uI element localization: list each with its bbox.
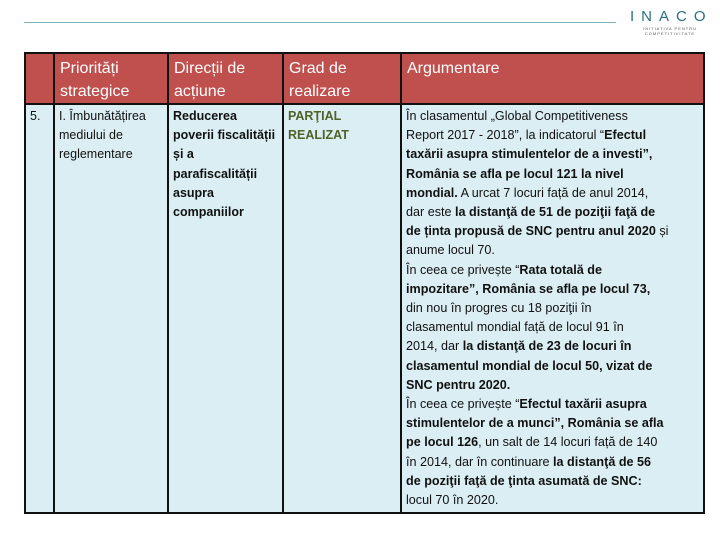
header-number	[25, 53, 54, 104]
inaco-logo	[630, 8, 713, 36]
header-priorities: Priorități strategice	[54, 53, 168, 104]
argument-line	[406, 453, 699, 472]
argument-text: 2014, dar	[406, 339, 463, 354]
argument-line	[406, 222, 699, 241]
argument-line	[406, 472, 699, 491]
argument-bold-text: stimulentelor de a munci”, România se afla	[406, 416, 664, 431]
argument-bold-text: de ținta propusă de SNC pentru anul 2020	[406, 224, 656, 239]
argument-bold-text: Rata totală de	[519, 262, 602, 277]
table-header-row	[25, 53, 704, 104]
argument-line	[406, 299, 699, 318]
header-status: Grad de realizare	[283, 53, 401, 104]
argument-bold-text: mondial.	[406, 185, 458, 200]
argument-line	[406, 145, 699, 164]
argument-line	[406, 357, 699, 376]
argument-line	[406, 318, 699, 337]
argument-bold-text: taxării asupra stimulentelor de a investi”,	[406, 147, 653, 162]
argument-line	[406, 165, 699, 184]
argument-bold-text: la distanţă de 51 de poziţii faţă de	[455, 205, 656, 220]
argument-cell	[401, 104, 704, 513]
table-row	[25, 104, 704, 513]
argument-text: A urcat 7 locuri față de anul 2014,	[457, 185, 649, 200]
argument-line	[406, 433, 699, 452]
argument-line	[406, 261, 699, 280]
argument-bold-text: pe locul 126	[406, 435, 479, 450]
argument-text: din nou în progres cu 18 poziţii în	[406, 301, 592, 316]
argument-line	[406, 395, 699, 414]
argument-line	[406, 376, 699, 395]
argument-bold-text: SNC pentru 2020.	[406, 377, 511, 392]
argument-bold-text: de poziţii faţă de ţinta asumată de SNC:	[406, 473, 642, 488]
argument-line	[406, 414, 699, 433]
argument-text: locul 70 în 2020.	[406, 493, 499, 508]
strategy-table	[24, 52, 705, 514]
argument-text: și	[655, 224, 669, 239]
header-divider	[24, 22, 616, 23]
logo-subtitle: INITIATIVA PENTRU COMPETITIVITATE	[643, 26, 697, 36]
direction-cell: Reducerea poverii fiscalității și a parafiscalității asupra companiilor	[168, 104, 283, 513]
argument-text: , un salt de 14 locuri față de 140	[478, 435, 658, 450]
row-number: 5.	[25, 104, 54, 513]
argument-line	[406, 126, 699, 145]
argument-text: Report 2017 - 2018”, la indicatorul “	[406, 128, 605, 143]
argument-bold-text: clasamentul mondial de locul 50, vizat de	[406, 358, 653, 373]
argument-line	[406, 280, 699, 299]
argument-bold-text: impozitare”, România se afla pe locul 73,	[406, 281, 651, 296]
argument-line	[406, 184, 699, 203]
argument-line	[406, 241, 699, 260]
priority-cell: I. Îmbunătățirea mediului de reglementare	[54, 104, 168, 513]
argument-text: clasamentul mondial față de locul 91 în	[406, 320, 624, 335]
argument-bold-text: Efectul taxării asupra	[519, 397, 647, 412]
argument-text: În clasamentul „Global Competitiveness	[406, 109, 628, 123]
header-directions: Direcții de acțiune	[168, 53, 283, 104]
argument-bold-text: la distanţă de 56	[553, 454, 652, 469]
argument-text: În ceea ce privește “	[406, 262, 520, 277]
argument-bold-text: România se afla pe locul 121 la nivel	[406, 166, 624, 181]
argument-text: dar este	[406, 205, 456, 220]
argument-text: În ceea ce privește “	[406, 397, 520, 412]
argument-text: în 2014, dar în continuare	[406, 454, 554, 469]
argument-line	[406, 337, 699, 356]
argument-bold-text: Efectul	[604, 128, 647, 143]
argument-line	[406, 203, 699, 222]
argument-line	[406, 491, 699, 510]
header-argument: Argumentare	[401, 53, 704, 104]
argument-line	[406, 107, 699, 126]
logo-text: INACO	[630, 8, 713, 25]
status-cell: PARŢIAL REALIZAT	[283, 104, 401, 513]
argument-bold-text: la distanţă de 23 de locuri în	[462, 339, 632, 354]
argument-text: anume locul 70.	[406, 243, 495, 258]
